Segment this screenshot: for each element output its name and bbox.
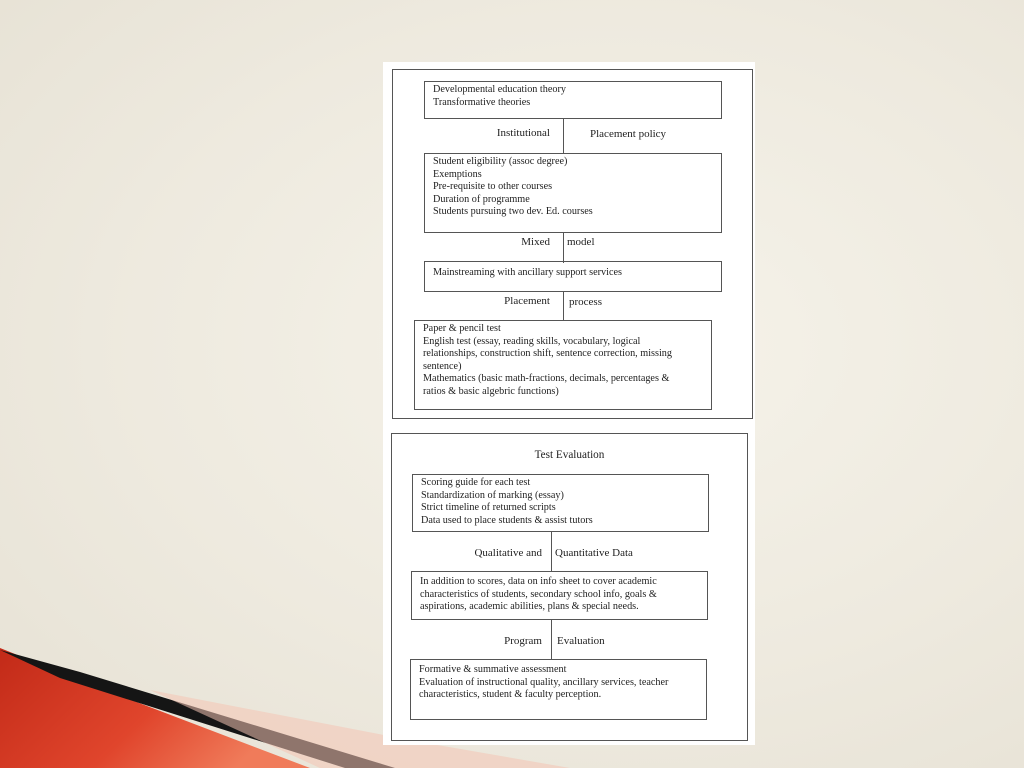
top-diagram-frame bbox=[392, 69, 753, 419]
connector-label-left: Program bbox=[504, 635, 542, 647]
diagram-image bbox=[383, 62, 755, 745]
evaluation-box bbox=[410, 659, 707, 720]
process-line: English test (essay, reading skills, vocabulary, logical bbox=[423, 335, 641, 347]
connector-line bbox=[551, 620, 552, 660]
connector-line bbox=[563, 119, 564, 154]
connector-label-left: Qualitative and bbox=[474, 547, 542, 559]
policy-box bbox=[424, 153, 722, 233]
process-line: sentence) bbox=[423, 360, 462, 372]
connector-label-left: Mixed bbox=[521, 236, 550, 248]
policy-line: Pre-requisite to other courses bbox=[433, 181, 553, 193]
connector-label-right: process bbox=[569, 296, 602, 308]
connector-label-left: Placement bbox=[504, 295, 550, 307]
connector-line bbox=[551, 532, 552, 572]
policy-line: Students pursuing two dev. Ed. courses bbox=[433, 206, 593, 218]
connector-label-right: Evaluation bbox=[557, 635, 605, 647]
bottom-diagram-frame bbox=[391, 433, 748, 741]
policy-line: Exemptions bbox=[433, 168, 482, 180]
data-line: In addition to scores, data on info sheet to cover academic bbox=[420, 576, 657, 587]
connector-line bbox=[563, 292, 564, 321]
scoring-line: Data used to place students & assist tutors bbox=[421, 514, 593, 526]
evaluation-line: Evaluation of instructional quality, ancillary services, teacher bbox=[419, 676, 669, 688]
policy-line: Duration of programme bbox=[433, 193, 530, 205]
scoring-line: Strict timeline of returned scripts bbox=[421, 502, 556, 514]
theory-box bbox=[424, 81, 722, 119]
scoring-line: Scoring guide for each test bbox=[421, 477, 531, 488]
connector-label-right: model bbox=[567, 236, 595, 248]
theory-line-2: Transformative theories bbox=[433, 96, 531, 108]
connector-label-right: Placement policy bbox=[590, 128, 667, 140]
evaluation-line: Formative & summative assessment bbox=[419, 664, 567, 675]
data-box bbox=[411, 571, 708, 620]
test-evaluation-heading: Test Evaluation bbox=[534, 449, 605, 461]
model-line: Mainstreaming with ancillary support services bbox=[433, 267, 622, 278]
process-line: relationships, construction shift, sentence correction, missing bbox=[423, 348, 672, 360]
model-box bbox=[424, 261, 722, 292]
process-box bbox=[414, 320, 712, 410]
connector-line bbox=[563, 233, 564, 263]
data-line: characteristics of students, secondary school info, goals & bbox=[420, 588, 657, 600]
connector-label-right: Quantitative Data bbox=[555, 547, 633, 559]
process-line: Mathematics (basic math-fractions, decimals, percentages & bbox=[423, 373, 670, 385]
scoring-box bbox=[412, 474, 709, 532]
policy-line: Student eligibility (assoc degree) bbox=[433, 156, 568, 167]
process-line: Paper & pencil test bbox=[423, 323, 501, 334]
data-line: aspirations, academic abilities, plans & special needs. bbox=[420, 601, 639, 613]
process-line: ratios & basic algebric functions) bbox=[423, 385, 559, 397]
evaluation-line: characteristics, student & faculty perception. bbox=[419, 689, 602, 701]
scoring-line: Standardization of marking (essay) bbox=[421, 489, 564, 501]
connector-label-left: Institutional bbox=[496, 127, 550, 139]
theory-line-1: Developmental education theory bbox=[433, 84, 566, 95]
